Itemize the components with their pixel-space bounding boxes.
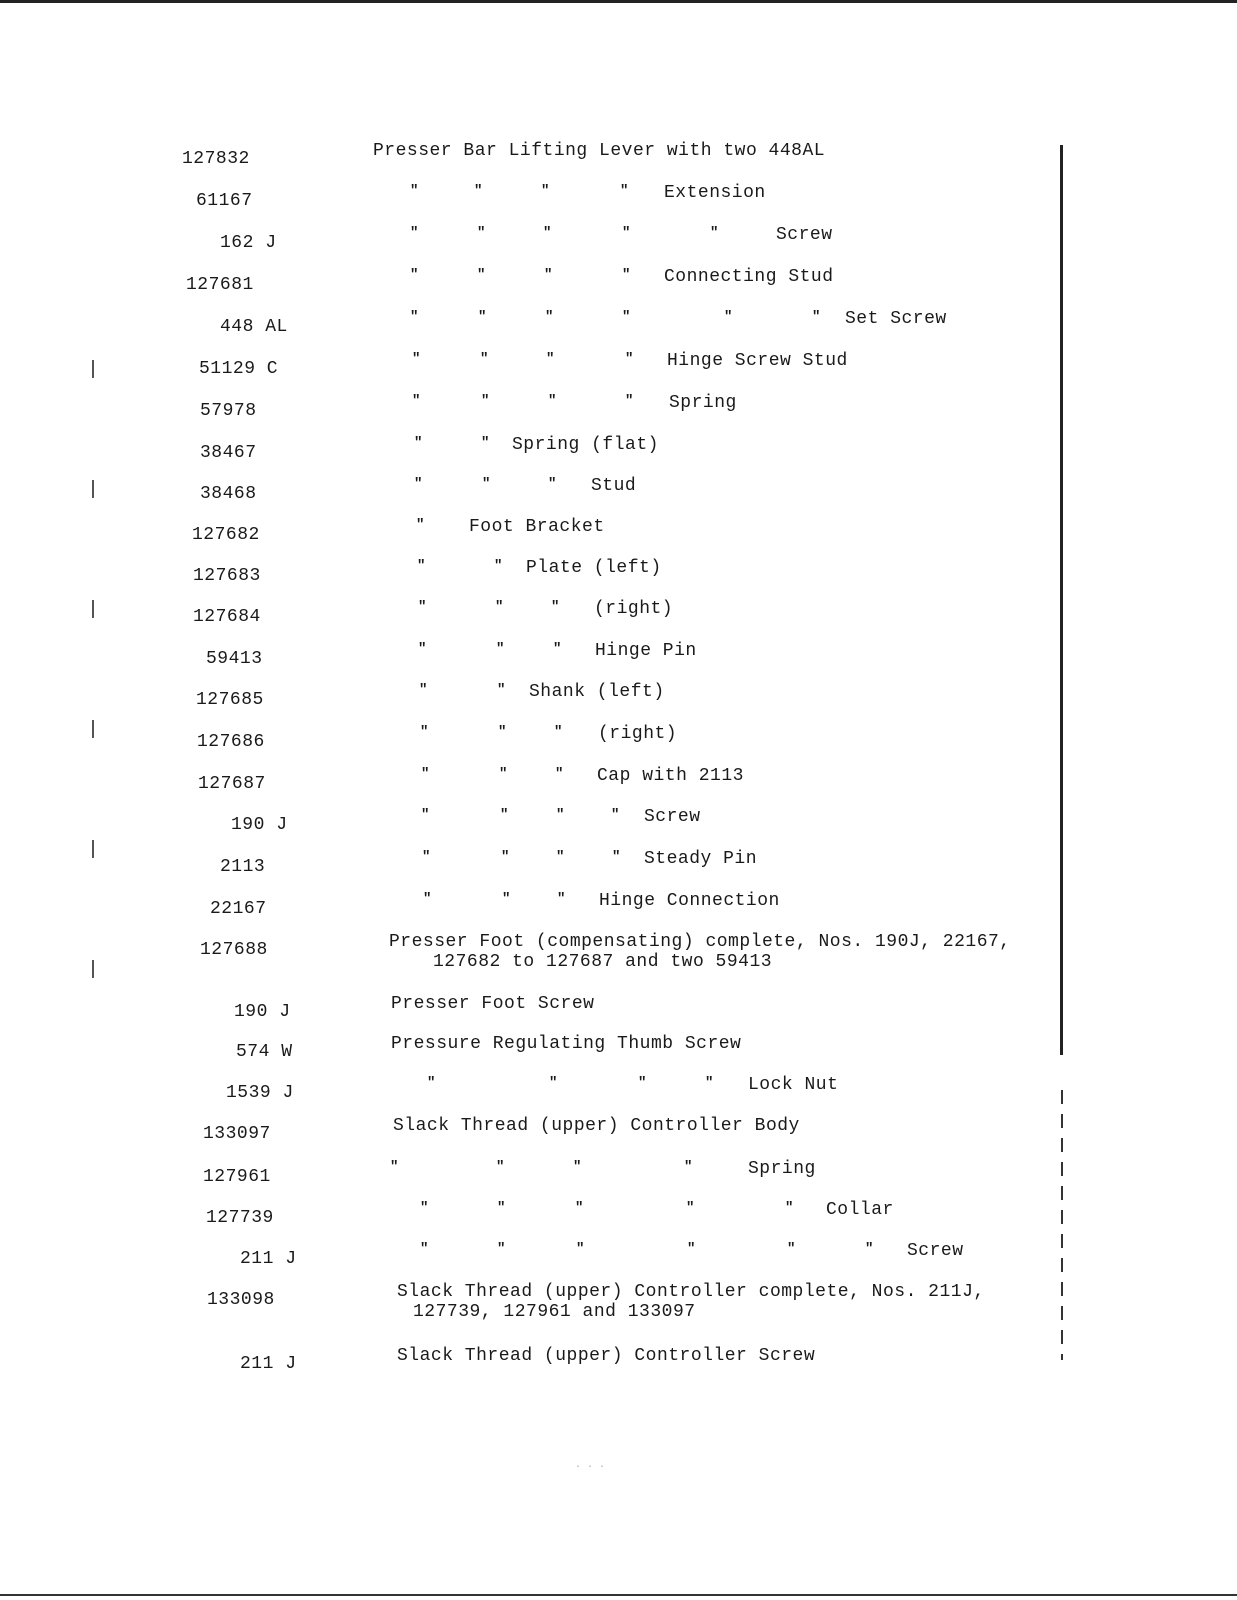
ditto-mark: " [622, 309, 631, 325]
description-text: Connecting Stud [664, 267, 834, 287]
part-description [0, 516, 1237, 540]
part-number: 574 W [236, 1042, 293, 1062]
ditto-mark: " [551, 599, 560, 615]
part-number: 133098 [207, 1290, 275, 1310]
ditto-mark: " [622, 267, 631, 283]
part-number: 190 J [234, 1002, 291, 1022]
part-description [0, 1115, 1237, 1139]
part-description [0, 640, 1237, 664]
ditto-mark: " [420, 724, 429, 740]
ditto-mark: " [710, 225, 719, 241]
description-text: Spring (flat) [512, 435, 659, 455]
description-text: Pressure Regulating Thumb Screw [391, 1034, 742, 1054]
description-text: Foot Bracket [469, 517, 605, 537]
ditto-mark: " [418, 641, 427, 657]
part-number: 127688 [200, 940, 268, 960]
part-description [0, 598, 1237, 622]
ditto-mark: " [477, 225, 486, 241]
description-text: Slack Thread (upper) Controller Body [393, 1116, 800, 1136]
page-number-mark: · · · [575, 1462, 606, 1473]
description-text: Screw [776, 225, 833, 245]
ditto-mark: " [423, 891, 432, 907]
part-description [0, 224, 1237, 248]
part-description [0, 1074, 1237, 1098]
ditto-mark: " [705, 1075, 714, 1091]
part-number: 190 J [231, 815, 288, 835]
ditto-mark: " [638, 1075, 647, 1091]
ditto-mark: " [481, 435, 490, 451]
ditto-mark: " [812, 309, 821, 325]
part-description [0, 475, 1237, 499]
description-text: Shank (left) [529, 682, 665, 702]
ditto-mark: " [420, 1200, 429, 1216]
part-number: 2113 [220, 857, 266, 877]
description-text: Hinge Pin [595, 641, 697, 661]
description-text: Hinge Screw Stud [667, 351, 848, 371]
ditto-mark: " [498, 724, 507, 740]
ditto-mark: " [684, 1159, 693, 1175]
ditto-mark: " [481, 393, 490, 409]
ditto-mark: " [686, 1200, 695, 1216]
ditto-mark: " [419, 682, 428, 698]
ditto-mark: " [410, 309, 419, 325]
ditto-mark: " [553, 641, 562, 657]
part-number: 127961 [203, 1167, 271, 1187]
part-description [0, 1033, 1237, 1057]
ditto-mark: " [416, 517, 425, 533]
description-text: Slack Thread (upper) Controller complete, Nos. 211J, [397, 1282, 985, 1302]
part-description [0, 266, 1237, 290]
part-number: 127684 [193, 607, 261, 627]
part-description [0, 1199, 1237, 1223]
description-continuation: 127682 to 127687 and two 59413 [433, 952, 773, 972]
ditto-mark: " [548, 476, 557, 492]
ditto-mark: " [501, 849, 510, 865]
part-description [0, 557, 1237, 581]
ditto-mark: " [497, 682, 506, 698]
ditto-mark: " [478, 309, 487, 325]
part-number: 59413 [206, 649, 263, 669]
ditto-mark: " [548, 393, 557, 409]
part-description [0, 681, 1237, 705]
part-description [0, 806, 1237, 830]
ditto-mark: " [474, 183, 483, 199]
ditto-mark: " [420, 1241, 429, 1257]
part-number: 448 AL [220, 317, 288, 337]
ditto-mark: " [541, 183, 550, 199]
description-text: Extension [664, 183, 766, 203]
ditto-mark: " [410, 267, 419, 283]
ditto-mark: " [414, 476, 423, 492]
part-number: 57978 [200, 401, 257, 421]
description-text: Slack Thread (upper) Controller Screw [397, 1346, 816, 1366]
part-number: 127686 [197, 732, 265, 752]
description-text: Plate (left) [526, 558, 662, 578]
part-number: 1539 J [226, 1083, 294, 1103]
ditto-mark: " [482, 476, 491, 492]
part-number: 127681 [186, 275, 254, 295]
part-description [0, 1240, 1237, 1264]
ditto-mark: " [546, 351, 555, 367]
description-text: Lock Nut [748, 1075, 839, 1095]
part-number: 127685 [196, 690, 264, 710]
ditto-mark: " [421, 766, 430, 782]
ditto-mark: " [480, 351, 489, 367]
page-top-edge [0, 0, 1237, 3]
ditto-mark: " [787, 1241, 796, 1257]
ditto-mark: " [549, 1075, 558, 1091]
description-text: Stud [591, 476, 637, 496]
ditto-mark: " [543, 225, 552, 241]
part-description [0, 182, 1237, 206]
ditto-mark: " [495, 599, 504, 615]
ditto-mark: " [414, 435, 423, 451]
ditto-mark: " [544, 267, 553, 283]
ditto-mark: " [687, 1241, 696, 1257]
ditto-mark: " [496, 1159, 505, 1175]
ditto-mark: " [502, 891, 511, 907]
ditto-mark: " [724, 309, 733, 325]
ditto-mark: " [497, 1241, 506, 1257]
part-number: 127739 [206, 1208, 274, 1228]
description-text: Cap with 2113 [597, 766, 744, 786]
part-description [0, 723, 1237, 747]
part-description [0, 1345, 1237, 1369]
ditto-mark: " [545, 309, 554, 325]
description-text: Hinge Connection [599, 891, 780, 911]
part-description [0, 993, 1237, 1017]
part-description [0, 434, 1237, 458]
ditto-mark: " [477, 267, 486, 283]
description-text: Spring [669, 393, 737, 413]
part-number: 38467 [200, 443, 257, 463]
ditto-mark: " [412, 351, 421, 367]
part-number: 211 J [240, 1354, 297, 1374]
ditto-mark: " [556, 849, 565, 865]
ditto-mark: " [496, 641, 505, 657]
description-text: Presser Bar Lifting Lever with two 448AL [373, 141, 826, 161]
ditto-mark: " [865, 1241, 874, 1257]
ditto-mark: " [556, 807, 565, 823]
part-description [0, 392, 1237, 416]
page-bottom-edge [0, 1594, 1237, 1596]
ditto-mark: " [410, 225, 419, 241]
ditto-mark: " [557, 891, 566, 907]
part-number: 22167 [210, 899, 267, 919]
part-description [0, 308, 1237, 332]
ditto-mark: " [390, 1159, 399, 1175]
description-text: Presser Foot (compensating) complete, Nos. 190J, 22167, [389, 932, 1011, 952]
ditto-mark: " [422, 849, 431, 865]
description-text: Presser Foot Screw [391, 994, 595, 1014]
ditto-mark: " [625, 351, 634, 367]
ditto-mark: " [494, 558, 503, 574]
part-number: 127832 [182, 149, 250, 169]
description-text: Steady Pin [644, 849, 758, 869]
ditto-mark: " [427, 1075, 436, 1091]
description-text: Collar [826, 1200, 894, 1220]
part-number: 162 J [220, 233, 277, 253]
ditto-mark: " [499, 766, 508, 782]
ditto-mark: " [573, 1159, 582, 1175]
ditto-mark: " [576, 1241, 585, 1257]
ditto-mark: " [554, 724, 563, 740]
part-description [0, 1158, 1237, 1182]
description-continuation: 127739, 127961 and 133097 [413, 1302, 696, 1322]
part-description [0, 140, 1237, 164]
description-text: Set Screw [845, 309, 947, 329]
ditto-mark: " [555, 766, 564, 782]
description-text: (right) [598, 724, 678, 744]
part-number: 133097 [203, 1124, 271, 1144]
part-number: 38468 [200, 484, 257, 504]
ditto-mark: " [412, 393, 421, 409]
ditto-mark: " [500, 807, 509, 823]
part-number: 127683 [193, 566, 261, 586]
part-number: 127682 [192, 525, 260, 545]
ditto-mark: " [421, 807, 430, 823]
ditto-mark: " [611, 807, 620, 823]
ditto-mark: " [418, 599, 427, 615]
ditto-mark: " [497, 1200, 506, 1216]
part-description [0, 350, 1237, 374]
ditto-mark: " [622, 225, 631, 241]
ditto-mark: " [417, 558, 426, 574]
description-text: Screw [644, 807, 701, 827]
ditto-mark: " [785, 1200, 794, 1216]
description-text: Screw [907, 1241, 964, 1261]
part-description [0, 765, 1237, 789]
part-description [0, 848, 1237, 872]
part-number: 127687 [198, 774, 266, 794]
ditto-mark: " [410, 183, 419, 199]
ditto-mark: " [620, 183, 629, 199]
description-text: (right) [594, 599, 674, 619]
part-number: 211 J [240, 1249, 297, 1269]
part-description [0, 890, 1237, 914]
ditto-mark: " [612, 849, 621, 865]
description-text: Spring [748, 1159, 816, 1179]
part-number: 51129 C [199, 359, 279, 379]
ditto-mark: " [625, 393, 634, 409]
part-number: 61167 [196, 191, 253, 211]
ditto-mark: " [575, 1200, 584, 1216]
